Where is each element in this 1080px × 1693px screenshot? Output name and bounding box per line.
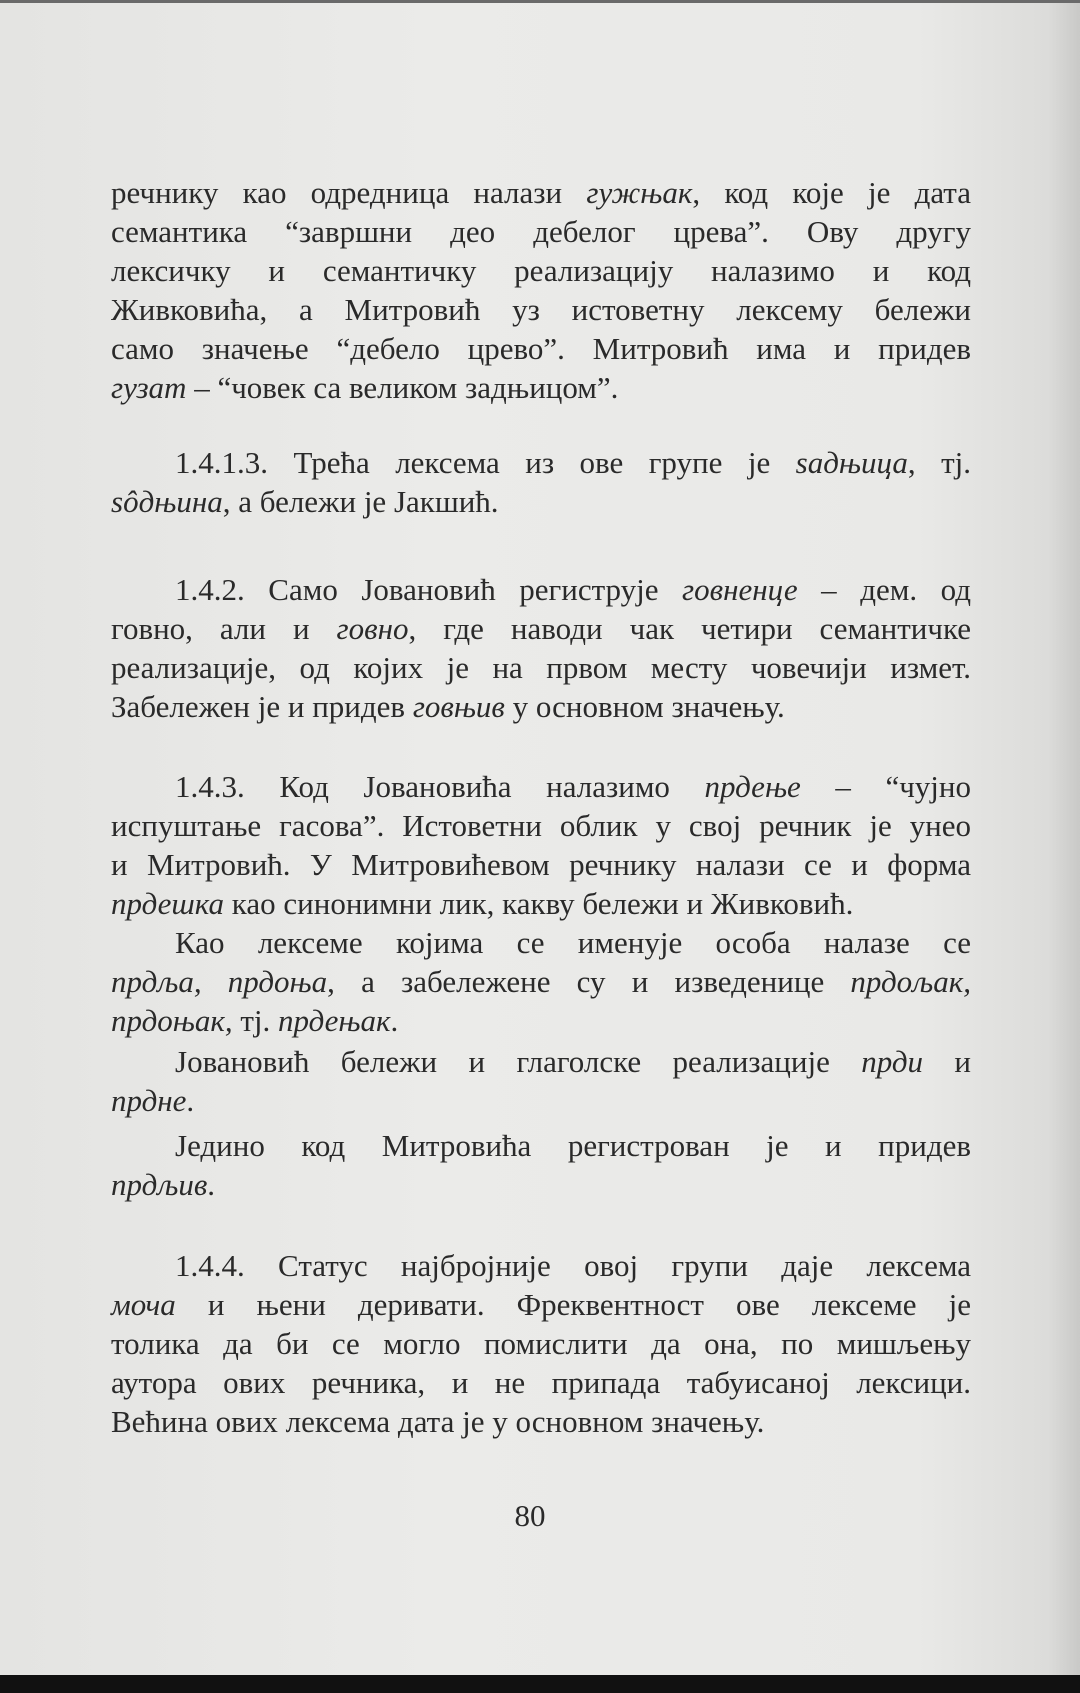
- text-segment: .: [186, 1083, 195, 1118]
- text-line: [111, 1001, 971, 1040]
- text-line: [111, 1324, 971, 1363]
- text-line: [111, 290, 971, 329]
- text-segment: аутора ових речника, и не припада табуисаној лексици.: [111, 1365, 971, 1400]
- text-line: [111, 251, 971, 290]
- text-line: [111, 845, 971, 884]
- paragraph: [111, 923, 971, 1040]
- text-segment: толика да би се могло помислити да она, по мишљењу: [111, 1326, 971, 1361]
- text-line: [111, 648, 971, 687]
- text-segment: само значење “дебело црево”. Митровић има и придев: [111, 331, 971, 366]
- text-segment: као синонимни лик, какву бележи и Живковић.: [224, 886, 854, 921]
- text-line: [111, 923, 971, 962]
- text-line: [111, 570, 971, 609]
- text-segment: реализације, од којих је на првом месту човечији измет.: [111, 650, 971, 685]
- italic-term: прдљив: [111, 1167, 208, 1202]
- text-segment: у основном значењу.: [504, 689, 785, 724]
- text-segment: , код које је дата: [692, 175, 971, 210]
- paragraph: [111, 767, 971, 923]
- text-segment: – “човек са великом задњицом”.: [186, 370, 619, 405]
- text-segment: испуштање гасова”. Истоветни облик у свој речник је унео: [111, 808, 971, 843]
- text-segment: 1.4.3. Код Јовановића налазимо: [175, 769, 705, 804]
- italic-term: прдоњак,: [111, 1003, 233, 1038]
- italic-term: прди: [861, 1044, 924, 1079]
- text-segment: и: [923, 1044, 971, 1079]
- text-segment: , тј.: [907, 445, 971, 480]
- text-line: [111, 1363, 971, 1402]
- paragraph: [111, 1042, 971, 1120]
- text-segment: Као лексеме којима се именује особа налазе се: [175, 925, 971, 960]
- italic-term: прдењак: [278, 1003, 391, 1038]
- page-top-edge: [0, 0, 1080, 3]
- paragraph: [111, 173, 971, 407]
- text-segment: , где наводи чак четири семантичке: [408, 611, 971, 646]
- italic-term: sôдњина: [111, 484, 223, 519]
- text-segment: тј.: [232, 1003, 279, 1038]
- text-segment: 1.4.1.3. Трећа лексема из ове групе је: [175, 445, 796, 480]
- text-line: [111, 368, 971, 407]
- italic-term: говненце: [682, 572, 798, 607]
- paragraph: [111, 1246, 971, 1441]
- text-segment: – “чујно: [800, 769, 971, 804]
- text-segment: Живковића, а Митровић уз истоветну лексему бележи: [111, 292, 971, 327]
- text-line: [111, 1042, 971, 1081]
- text-segment: – дем. од: [797, 572, 971, 607]
- italic-term: прдне: [111, 1083, 187, 1118]
- text-line: [111, 1081, 971, 1120]
- text-segment: лексичку и семантичку реализацију налазимо и код: [111, 253, 971, 288]
- text-segment: , а бележи је Јакшић.: [222, 484, 499, 519]
- text-segment: , а забележене су и изведенице: [327, 964, 851, 999]
- text-line: [111, 1402, 971, 1441]
- italic-term: прдешка: [111, 886, 225, 921]
- italic-term: говњив: [412, 689, 505, 724]
- text-line: [111, 173, 971, 212]
- text-line: [111, 962, 971, 1001]
- scan-bottom-border: [0, 1675, 1080, 1693]
- text-line: [111, 1165, 971, 1204]
- text-line: [111, 767, 971, 806]
- italic-term: прдља, прдоња: [111, 964, 328, 999]
- text-line: [111, 806, 971, 845]
- text-line: [111, 1285, 971, 1324]
- text-segment: Јовановић бележи и глаголске реализације: [175, 1044, 862, 1079]
- text-line: [111, 443, 971, 482]
- text-line: [111, 1126, 971, 1165]
- text-line: [111, 609, 971, 648]
- text-segment: речнику као одредница налази: [111, 175, 587, 210]
- italic-term: гужњак: [586, 175, 693, 210]
- italic-term: моча: [111, 1287, 176, 1322]
- text-segment: говно, али и: [111, 611, 337, 646]
- italic-term: sадњица: [795, 445, 908, 480]
- text-segment: 1.4.4. Статус најбројније овој групи даје лексема: [175, 1248, 971, 1283]
- text-segment: и њени деривати. Фреквентност ове лексеме је: [175, 1287, 971, 1322]
- italic-term: прдољак,: [850, 964, 971, 999]
- text-line: [111, 482, 971, 521]
- italic-term: прдење: [704, 769, 801, 804]
- body-text: [111, 173, 971, 1441]
- paragraph: [111, 443, 971, 521]
- text-segment: 1.4.2. Само Јовановић региструје: [175, 572, 683, 607]
- italic-term: гузат: [111, 370, 187, 405]
- text-line: [111, 687, 971, 726]
- page-number: 80: [514, 1498, 546, 1533]
- paragraph: [111, 1126, 971, 1204]
- paragraph: [111, 570, 971, 726]
- text-segment: и Митровић. У Митровићевом речнику налази се и форма: [111, 847, 971, 882]
- text-line: [111, 212, 971, 251]
- text-line: [111, 884, 971, 923]
- text-segment: семантика “завршни део дебелог црева”. Ову другу: [111, 214, 971, 249]
- text-segment: Једино код Митровића регистрован је и придев: [175, 1128, 971, 1163]
- text-segment: .: [207, 1167, 216, 1202]
- text-segment: .: [390, 1003, 399, 1038]
- text-line: [111, 1246, 971, 1285]
- text-segment: Већина ових лексема дата је у основном значењу.: [111, 1404, 765, 1439]
- italic-term: говно: [336, 611, 409, 646]
- text-segment: Забележен је и придев: [111, 689, 413, 724]
- text-line: [111, 329, 971, 368]
